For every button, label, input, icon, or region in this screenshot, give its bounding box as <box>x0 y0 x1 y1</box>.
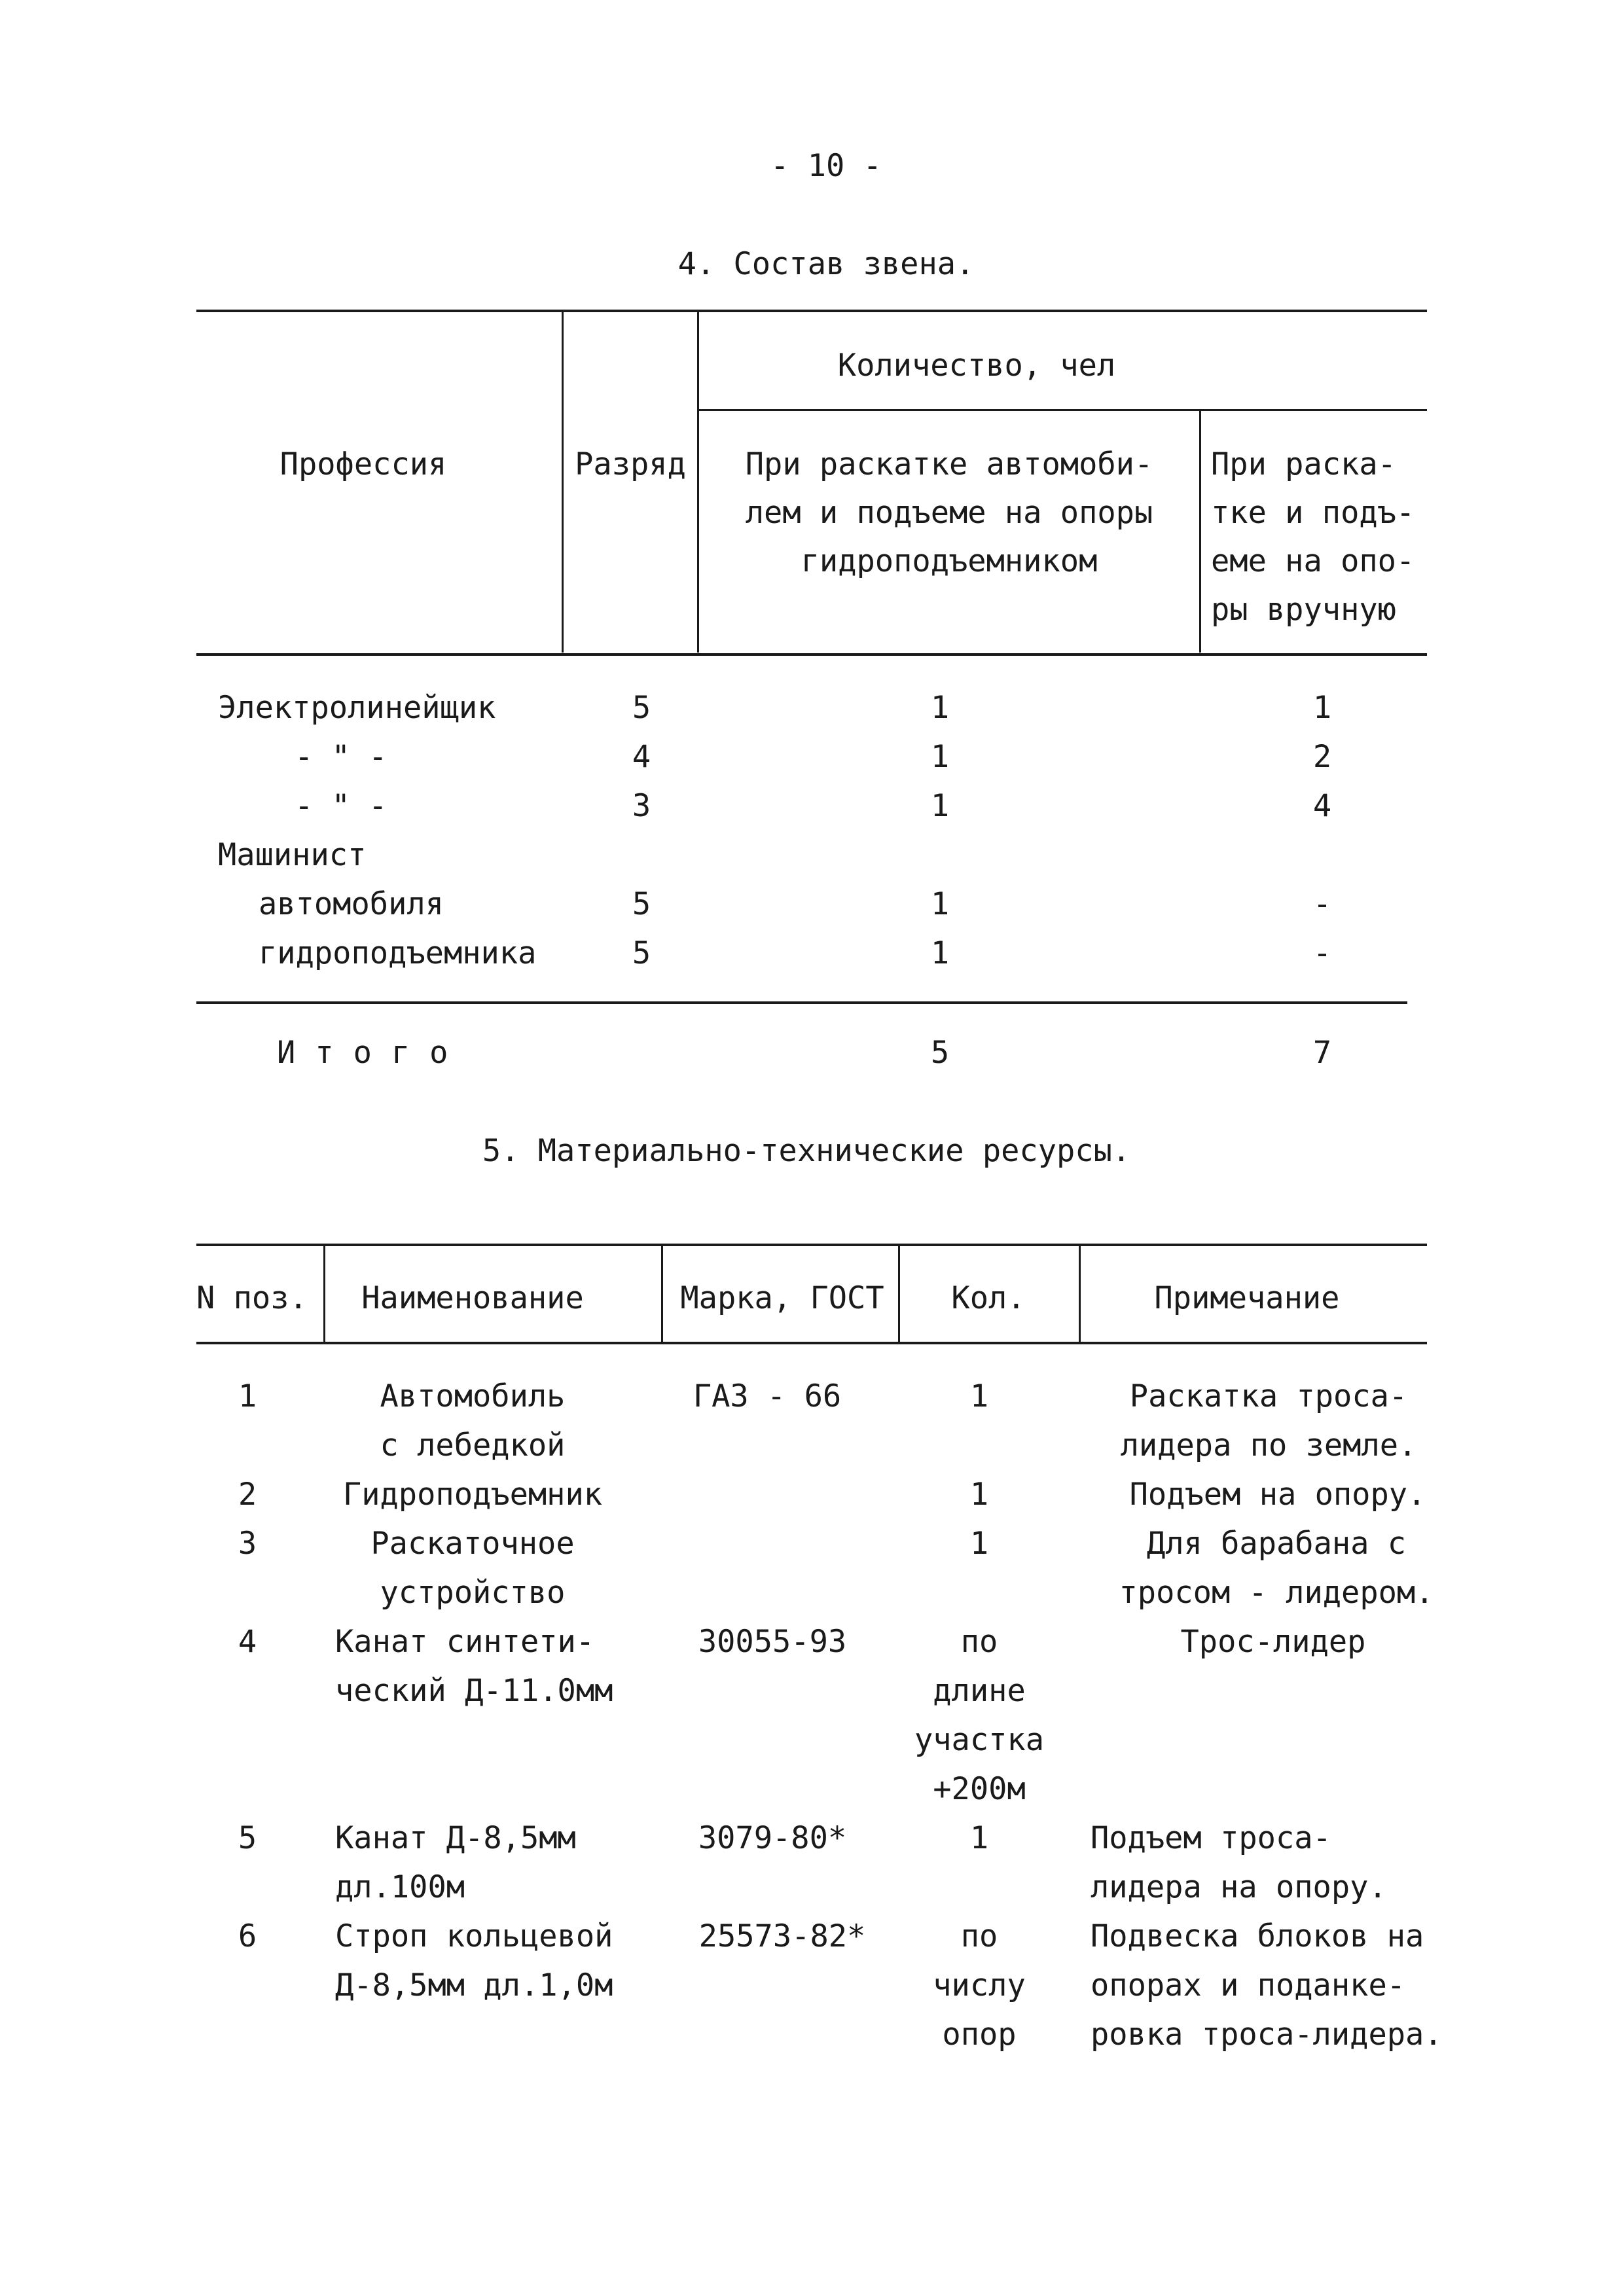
grade-header: Разряд <box>575 446 686 482</box>
note-cell: лидера на опору. <box>1091 1869 1387 1905</box>
pos-cell: 1 <box>238 1378 257 1414</box>
qty-cell: 1 <box>969 1820 989 1856</box>
profession-cell: Машинист <box>218 837 367 873</box>
profession-header: Профессия <box>280 446 447 482</box>
name-cell: Гидроподъемник <box>342 1477 603 1513</box>
note-cell: Для барабана с <box>1146 1526 1407 1562</box>
mark-cell: 30055-93 <box>698 1624 847 1660</box>
qty-b-cell: 4 <box>1312 788 1332 824</box>
qty-cell: числу <box>933 1967 1026 2003</box>
qty-header: Кол. <box>951 1280 1026 1316</box>
col-b-header-line: еме на опо- <box>1211 543 1415 579</box>
qty-a-cell: 1 <box>930 788 950 824</box>
qty-b-cell: 1 <box>1312 690 1332 726</box>
quantity-header: Количество, чел <box>837 348 1116 384</box>
column-divider <box>1199 411 1201 653</box>
mark-cell: ГАЗ - 66 <box>693 1378 842 1414</box>
note-cell: Раскатка троса- <box>1129 1378 1408 1414</box>
note-cell: Подъем троса- <box>1091 1820 1331 1856</box>
name-cell: устройство <box>380 1575 566 1611</box>
table-rule <box>196 653 1427 656</box>
pos-cell: 6 <box>238 1918 257 1954</box>
qty-cell: по <box>960 1918 998 1954</box>
col-b-header-line: ры вручную <box>1211 592 1396 628</box>
col-b-header-line: тке и подъ- <box>1211 495 1415 531</box>
qty-cell: опор <box>942 2017 1017 2053</box>
name-cell: Канат Д-8,5мм <box>335 1820 576 1856</box>
profession-cell: - " - <box>295 788 388 824</box>
name-header: Наименование <box>361 1280 584 1316</box>
column-divider <box>562 312 564 653</box>
grade-cell: 5 <box>632 886 651 922</box>
name-cell: с лебедкой <box>380 1427 566 1463</box>
qty-a-cell: 1 <box>930 886 950 922</box>
note-cell: тросом - лидером. <box>1119 1575 1434 1611</box>
pos-cell: 5 <box>238 1820 257 1856</box>
profession-cell: Электролинейщик <box>218 690 496 726</box>
table-rule <box>196 1244 1427 1246</box>
note-cell: Подвеска блоков на <box>1091 1918 1424 1954</box>
col-a-header-line: гидроподъемником <box>801 543 1098 579</box>
name-cell: Канат синтети- <box>335 1624 595 1660</box>
column-divider <box>661 1246 663 1342</box>
qty-cell: +200м <box>933 1771 1026 1807</box>
qty-cell: длине <box>933 1673 1026 1709</box>
note-header: Примечание <box>1154 1280 1340 1316</box>
qty-cell: участка <box>914 1722 1045 1758</box>
pos-cell: 2 <box>238 1477 257 1513</box>
col-a-header-line: лем и подъеме на опоры <box>745 495 1153 531</box>
note-cell: ровка троса-лидера. <box>1091 2017 1443 2053</box>
note-cell: Трос-лидер <box>1180 1624 1366 1660</box>
column-divider <box>898 1246 900 1342</box>
table-rule <box>698 409 1427 411</box>
mark-header: Марка, ГОСТ <box>680 1280 884 1316</box>
profession-cell: автомобиля <box>259 886 444 922</box>
note-cell: Подъем на опору. <box>1129 1477 1426 1513</box>
qty-a-cell: 1 <box>930 739 950 775</box>
col-a-header-line: При раскатке автомоби- <box>745 446 1153 482</box>
name-cell: Раскаточное <box>370 1526 575 1562</box>
name-cell: Д-8,5мм дл.1,0м <box>335 1967 613 2003</box>
qty-b-cell: - <box>1312 935 1332 971</box>
pos-cell: 4 <box>238 1624 257 1660</box>
pos-cell: 3 <box>238 1526 257 1562</box>
qty-b-cell: - <box>1312 886 1332 922</box>
grade-cell: 4 <box>632 739 651 775</box>
profession-cell: гидроподъемника <box>259 935 537 971</box>
column-divider <box>323 1246 325 1342</box>
total-b: 7 <box>1312 1035 1332 1071</box>
name-cell: ческий Д-11.0мм <box>335 1673 613 1709</box>
column-divider <box>697 312 699 653</box>
section-4-title: 4. Состав звена. <box>677 246 975 282</box>
qty-a-cell: 1 <box>930 690 950 726</box>
section-5-title: 5. Материально-технические ресурсы. <box>482 1133 1131 1169</box>
total-a: 5 <box>930 1035 950 1071</box>
column-divider <box>1079 1246 1081 1342</box>
name-cell: Строп кольцевой <box>335 1918 613 1954</box>
mark-cell: 3079-80* <box>698 1820 847 1856</box>
grade-cell: 5 <box>632 935 651 971</box>
qty-a-cell: 1 <box>930 935 950 971</box>
pos-header: N поз. <box>196 1280 308 1316</box>
table-rule <box>196 1001 1407 1004</box>
grade-cell: 3 <box>632 788 651 824</box>
page-number: - 10 - <box>770 148 882 184</box>
qty-cell: 1 <box>969 1477 989 1513</box>
mark-cell: 25573-82* <box>698 1918 866 1954</box>
name-cell: дл.100м <box>335 1869 465 1905</box>
qty-cell: 1 <box>969 1526 989 1562</box>
table-rule <box>196 310 1427 312</box>
grade-cell: 5 <box>632 690 651 726</box>
col-b-header-line: При раска- <box>1211 446 1396 482</box>
note-cell: опорах и поданке- <box>1091 1967 1406 2003</box>
profession-cell: - " - <box>295 739 388 775</box>
qty-b-cell: 2 <box>1312 739 1332 775</box>
table-rule <box>196 1342 1427 1344</box>
total-label: Итого <box>277 1035 468 1071</box>
qty-cell: 1 <box>969 1378 989 1414</box>
name-cell: Автомобиль <box>380 1378 566 1414</box>
note-cell: лидера по земле. <box>1120 1427 1417 1463</box>
qty-cell: по <box>960 1624 998 1660</box>
